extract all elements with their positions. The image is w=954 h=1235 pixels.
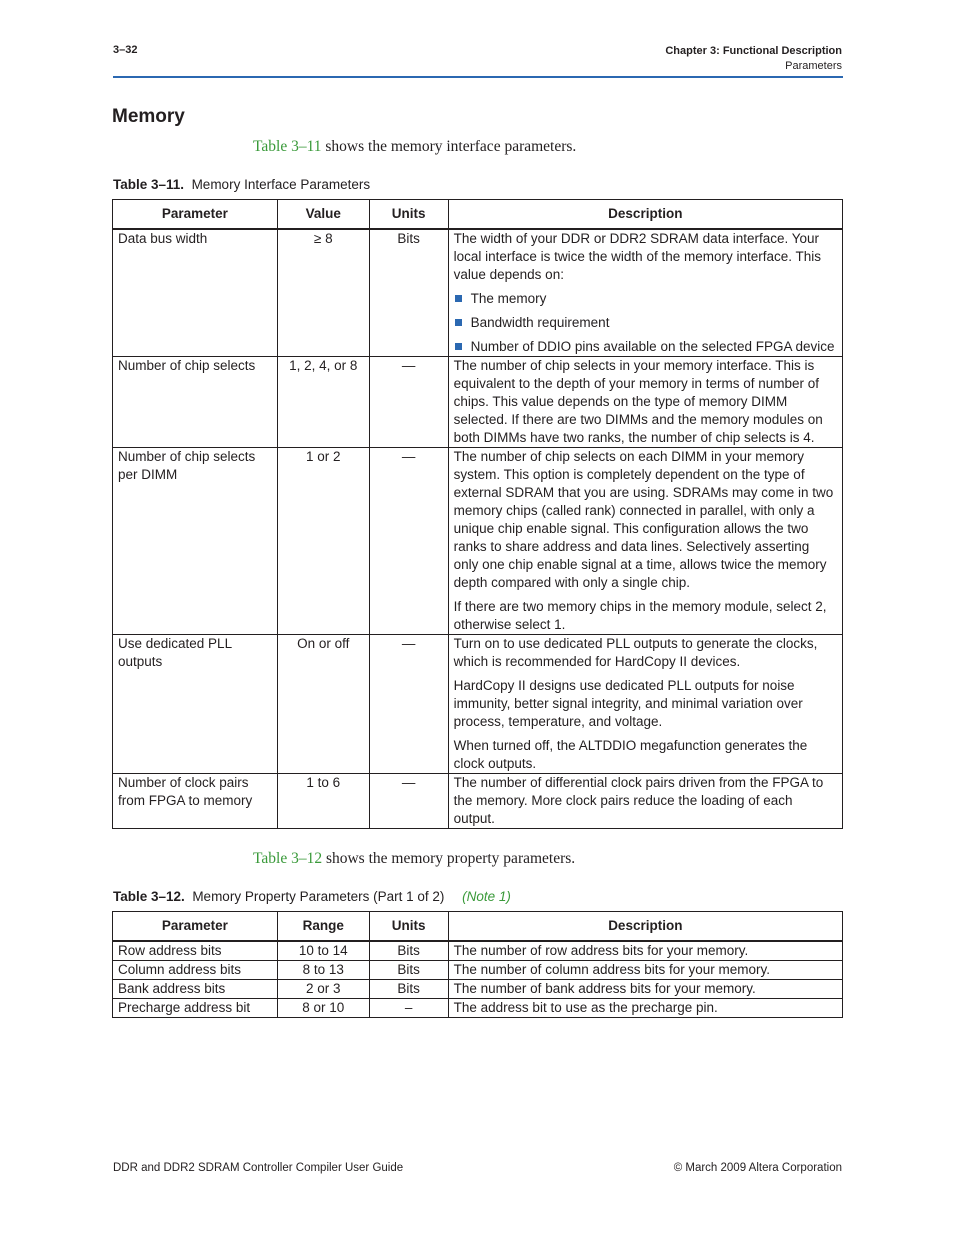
column-header: Parameter [113, 200, 278, 230]
description-cell [448, 229, 842, 357]
units-cell: — [369, 774, 448, 829]
description-cell: The address bit to use as the precharge pin. [448, 999, 842, 1018]
units-cell: – [369, 999, 448, 1018]
section-name: Parameters [785, 60, 842, 72]
parameter-cell: Number of chip selects per DIMM [113, 448, 278, 635]
list-item [454, 338, 837, 356]
list-item [454, 314, 837, 332]
column-header: Units [369, 912, 448, 942]
intro-text-1: shows the memory interface parameters. [321, 138, 577, 155]
column-header: Units [369, 200, 448, 230]
description-paragraph: The number of chip selects on each DIMM in your memory system. This option is completely dependent on the type of external SDRAM that you are using. SDRAMs may come in two memory chips (called rank) connected in parallel, with only a unique chip enable signal. This configuration allows the two ranks to share address and data lines. Selectively asserting only one chip enable signal at a time, allows twice the memory depth compared with only a single chip. [453, 449, 834, 590]
list-item-text: Number of DDIO pins available on the selected FPGA device [470, 339, 835, 354]
description-paragraph: Turn on to use dedicated PLL outputs to generate the clocks, which is recommended for HardCopy II devices. [453, 636, 818, 669]
footer-document-title: DDR and DDR2 SDRAM Controller Compiler User Guide [113, 1162, 404, 1174]
section-title: Memory [112, 106, 185, 127]
caption-title: Memory Property Parameters (Part 1 of 2) [192, 889, 445, 904]
table-row [113, 999, 843, 1018]
memory-property-parameters-table [112, 911, 843, 1018]
description-cell [448, 448, 842, 635]
units-cell: Bits [369, 961, 448, 980]
bullet-list [454, 290, 837, 356]
parameter-cell: Bank address bits [113, 980, 278, 999]
parameter-cell: Precharge address bit [113, 999, 278, 1018]
intro-text-2: shows the memory property parameters. [322, 850, 576, 867]
list-item-text: The memory [470, 291, 547, 306]
table-row [113, 357, 843, 448]
value-cell: ≥ 8 [277, 229, 369, 357]
column-header: Value [277, 200, 369, 230]
units-cell: Bits [369, 941, 448, 961]
range-cell: 8 to 13 [277, 961, 369, 980]
value-cell: On or off [277, 635, 369, 774]
units-cell: Bits [369, 229, 448, 357]
range-cell: 10 to 14 [277, 941, 369, 961]
value-cell: 1, 2, 4, or 8 [277, 357, 369, 448]
table-header-row [113, 200, 843, 230]
footer-copyright: © March 2009 Altera Corporation [673, 1162, 842, 1174]
list-item-text: Bandwidth requirement [470, 315, 610, 330]
header-rule [113, 76, 843, 78]
description-paragraph: The number of chip selects in your memory interface. This is equivalent to the depth of your memory in terms of number of chips. This value depends on the type of memory DIMM selected. If there are two DIMMs and the memory modules on both DIMMs have two ranks, the number of chip selects is 4. [453, 358, 823, 445]
intro-paragraph-1 [253, 138, 576, 156]
units-cell: — [369, 635, 448, 774]
intro-paragraph-2 [253, 850, 575, 868]
units-cell: — [369, 448, 448, 635]
table-row [113, 635, 843, 774]
value-cell: 1 or 2 [277, 448, 369, 635]
page-number: 3–32 [113, 44, 138, 56]
caption-label: Table 3–11. [113, 177, 185, 192]
column-header: Description [448, 912, 842, 942]
square-bullet-icon [455, 295, 462, 302]
running-header [665, 44, 842, 74]
table-row [113, 229, 843, 357]
memory-interface-parameters-table [112, 199, 843, 829]
caption-label: Table 3–12. [113, 889, 185, 904]
column-header: Description [448, 200, 842, 230]
table-row [113, 448, 843, 635]
caption-title: Memory Interface Parameters [191, 177, 371, 192]
range-cell: 8 or 10 [277, 999, 369, 1018]
note-1-link[interactable]: (Note 1) [462, 889, 511, 904]
table-row [113, 961, 843, 980]
table-header-row [113, 912, 843, 942]
parameter-cell: Use dedicated PLL outputs [113, 635, 278, 774]
description-cell [448, 357, 842, 448]
square-bullet-icon [455, 343, 462, 350]
table-row [113, 941, 843, 961]
table-caption-1 [113, 177, 370, 192]
description-cell: The number of column address bits for your memory. [448, 961, 842, 980]
chapter-title: Chapter 3: Functional Description [665, 45, 842, 57]
column-header: Parameter [113, 912, 278, 942]
description-paragraph: The number of differential clock pairs driven from the FPGA to the memory. More clock pairs reduce the loading of each output. [453, 775, 824, 826]
description-cell [448, 635, 842, 774]
units-cell: — [369, 357, 448, 448]
table-row [113, 774, 843, 829]
table-caption-2 [113, 889, 511, 904]
parameter-cell: Data bus width [113, 229, 278, 357]
parameter-cell: Number of chip selects [113, 357, 278, 448]
column-header: Range [277, 912, 369, 942]
parameter-cell: Number of clock pairs from FPGA to memory [113, 774, 278, 829]
description-paragraph: The width of your DDR or DDR2 SDRAM data interface. Your local interface is twice the width of the memory interface. This value depends on: [453, 231, 822, 282]
square-bullet-icon [455, 319, 462, 326]
units-cell: Bits [369, 980, 448, 999]
description-cell: The number of bank address bits for your memory. [448, 980, 842, 999]
description-cell [448, 774, 842, 829]
list-item [454, 290, 837, 308]
description-cell: The number of row address bits for your memory. [448, 941, 842, 961]
description-paragraph: HardCopy II designs use dedicated PLL outputs for noise immunity, better signal integrity, and minimal variation over process, temperature, and voltage. [453, 678, 803, 729]
table-3-12-link[interactable]: Table 3–12 [253, 850, 323, 867]
parameter-cell: Column address bits [113, 961, 278, 980]
parameter-cell: Row address bits [113, 941, 278, 961]
description-paragraph: If there are two memory chips in the memory module, select 2, otherwise select 1. [453, 599, 827, 632]
table-3-11-link[interactable]: Table 3–11 [253, 138, 322, 155]
description-paragraph: When turned off, the ALTDDIO megafunction generates the clock outputs. [453, 738, 808, 771]
table-row [113, 980, 843, 999]
range-cell: 2 or 3 [277, 980, 369, 999]
value-cell: 1 to 6 [277, 774, 369, 829]
